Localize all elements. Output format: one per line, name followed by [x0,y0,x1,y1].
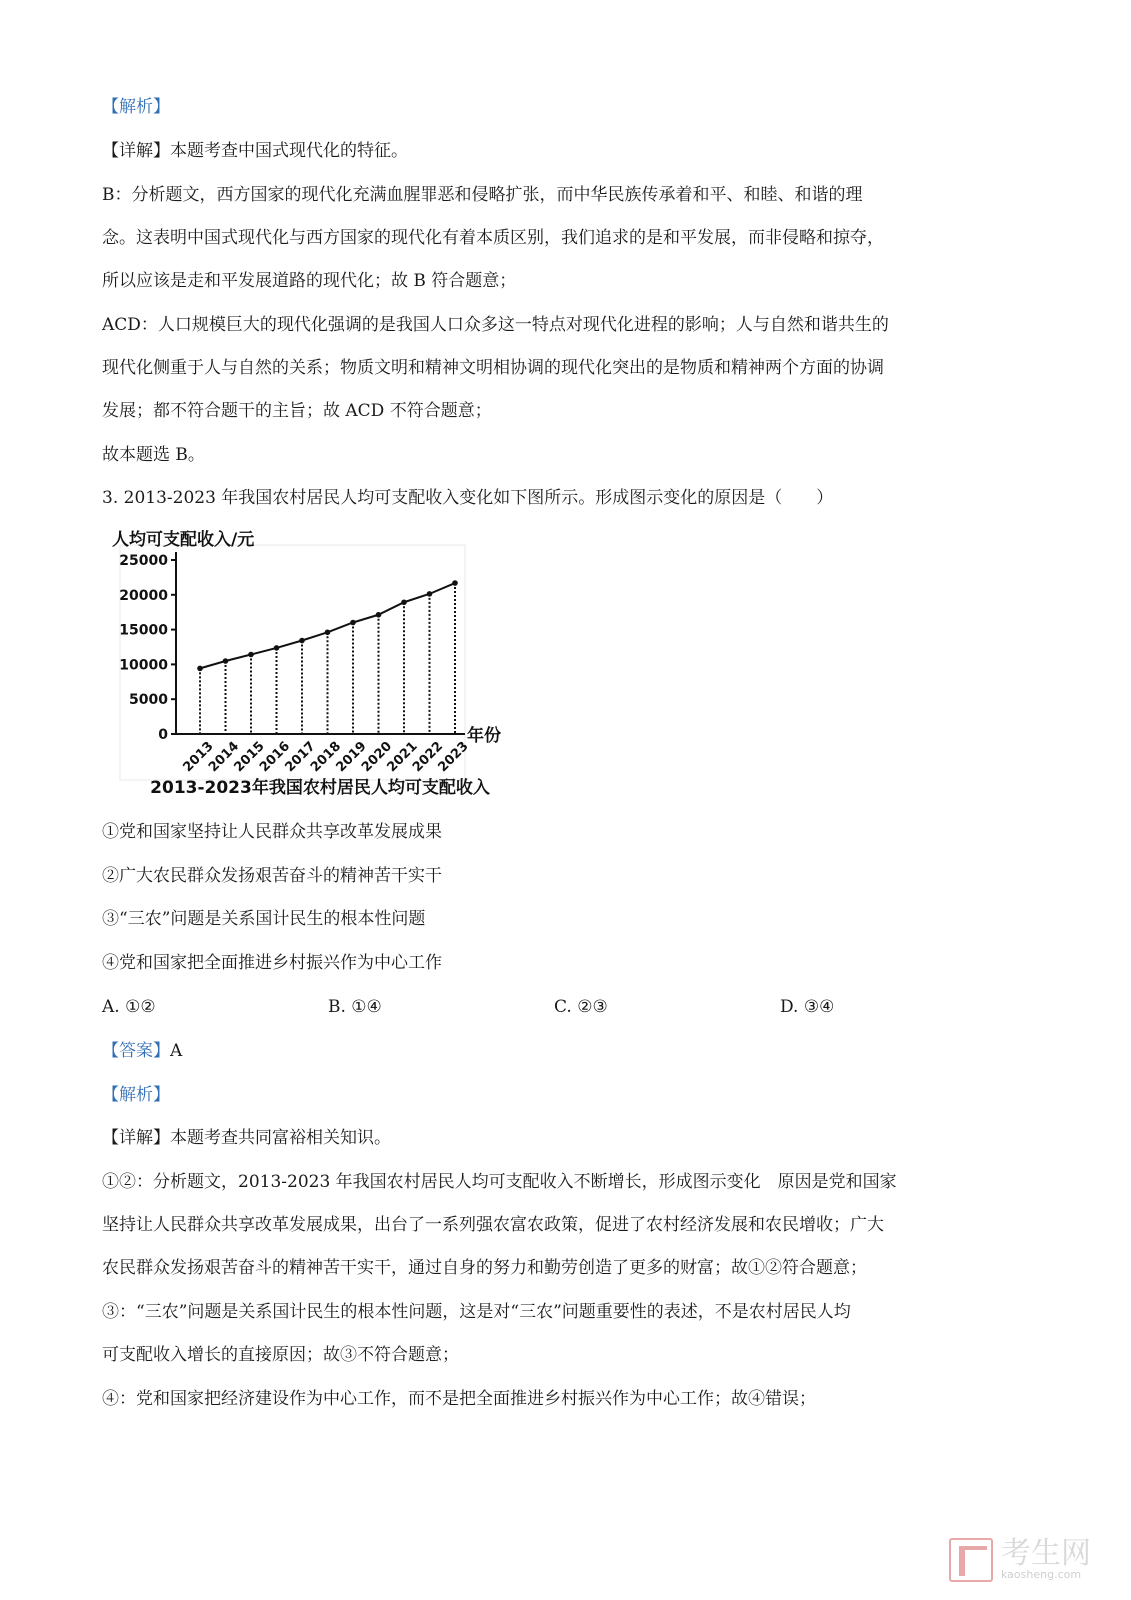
x-tick-label: 2014 [205,738,243,776]
statement-1: ①党和国家坚持让人民群众共享改革发展成果 [102,822,442,842]
answer-value: A [170,1041,183,1061]
xiangjie-line: 【详解】本题考查中国式现代化的特征。 [102,141,408,161]
y-tick-label: 20000 [119,587,168,604]
x-tick-label: 2021 [384,738,421,776]
data-point [350,620,356,626]
option-b: B. ①④ [328,997,382,1017]
x-tick-label: 2013 [180,738,217,776]
x-tick-label: 2016 [256,738,294,776]
option-a: A. ①② [102,997,156,1017]
x-tick-label: 2023 [435,738,472,776]
explanation-line: 发展；都不符合题干的主旨；故 ACD 不符合题意； [102,401,492,421]
explanation-line: ③：“三农”问题是关系国计民生的根本性问题，这是对“三农”问题重要性的表述，不是农村居民人均 [102,1302,851,1322]
option-c: C. ②③ [554,997,608,1017]
x-tick-label: 2017 [282,738,319,776]
x-tick-label: 2019 [333,738,370,776]
series-line [200,583,455,668]
explanation-line: B：分析题文，西方国家的现代化充满血腥罪恶和侵略扩张，而中华民族传承着和平、和睦、和谐的理 [102,185,863,205]
explanation-line: 农民群众发扬艰苦奋斗的精神苦干实干，通过自身的努力和勤劳创造了更多的财富；故①②符合题意； [102,1258,867,1278]
statement-2: ②广大农民群众发扬艰苦奋斗的精神苦干实干 [102,866,442,886]
data-point [376,612,382,618]
xiangjie-line-2: 【详解】本题考查共同富裕相关知识。 [102,1128,391,1148]
income-chart-svg [110,525,530,805]
x-tick-label: 2015 [231,738,268,776]
option-d: D. ③④ [780,997,835,1017]
x-tick-label: 2020 [358,738,396,776]
explanation-line: 可支配收入增长的直接原因；故③不符合题意； [102,1345,459,1365]
explanation-line: 念。这表明中国式现代化与西方国家的现代化有着本质区别，我们追求的是和平发展，而非侵略和掠夺， [102,228,884,248]
watermark-sub: kaosheng.com [1001,1568,1082,1581]
data-point [452,580,458,586]
data-point [248,652,254,658]
question-stem: 3. 2013-2023 年我国农村居民人均可支配收入变化如下图所示。形成图示变化的原因是（ ） [102,488,834,508]
explanation-line: 坚持让人民群众共享改革发展成果，出台了一系列强农富农政策，促进了农村经济发展和农民增收；广大 [102,1215,884,1235]
data-point [427,591,433,597]
answer-tag: 【答案】 [102,1041,170,1061]
y-axis-label: 人均可支配收入/元 [112,530,255,550]
statement-4: ④党和国家把全面推进乡村振兴作为中心工作 [102,953,442,973]
explanation-line: ④：党和国家把经济建设作为中心工作，而不是把全面推进乡村振兴作为中心工作；故④错误； [102,1389,816,1409]
watermark-main: 考生网 [1001,1536,1091,1571]
watermark [949,1538,1091,1582]
explanation-line: ①②：分析题文，2013-2023 年我国农村居民人均可支配收入不断增长，形成图示变化 原因是党和国家 [102,1172,897,1192]
x-axis-label: 年份 [467,726,501,746]
y-tick-label: 10000 [119,657,168,674]
x-tick-label: 2022 [409,738,447,776]
y-tick-label: 15000 [119,622,168,639]
explanation-line: 现代化侧重于人与自然的关系；物质文明和精神文明相协调的现代化突出的是物质和精神两个方面的协调 [102,358,884,378]
y-tick-label: 5000 [129,692,168,709]
jiexi-tag: 【解析】 [102,97,170,117]
explanation-line: ACD：人口规模巨大的现代化强调的是我国人口众多这一特点对现代化进程的影响；人与自然和谐共生的 [102,315,889,335]
data-point [274,645,280,651]
data-point [223,658,229,664]
data-point [197,666,203,672]
y-tick-label: 0 [158,727,168,743]
jiexi-tag-2: 【解析】 [102,1085,170,1105]
chart-title: 2013-2023年我国农村居民人均可支配收入 [150,778,490,798]
conclusion-line: 故本题选 B。 [102,445,205,465]
y-tick-label: 25000 [119,553,168,569]
data-point [401,599,407,605]
data-point [299,638,305,644]
watermark-logo-icon [949,1538,993,1582]
explanation-line: 所以应该是走和平发展道路的现代化；故 B 符合题意； [102,271,517,291]
x-tick-label: 2018 [307,738,345,776]
data-point [325,629,331,635]
statement-3: ③“三农”问题是关系国计民生的根本性问题 [102,909,426,929]
income-chart [110,525,530,805]
answer-line [102,1039,182,1063]
